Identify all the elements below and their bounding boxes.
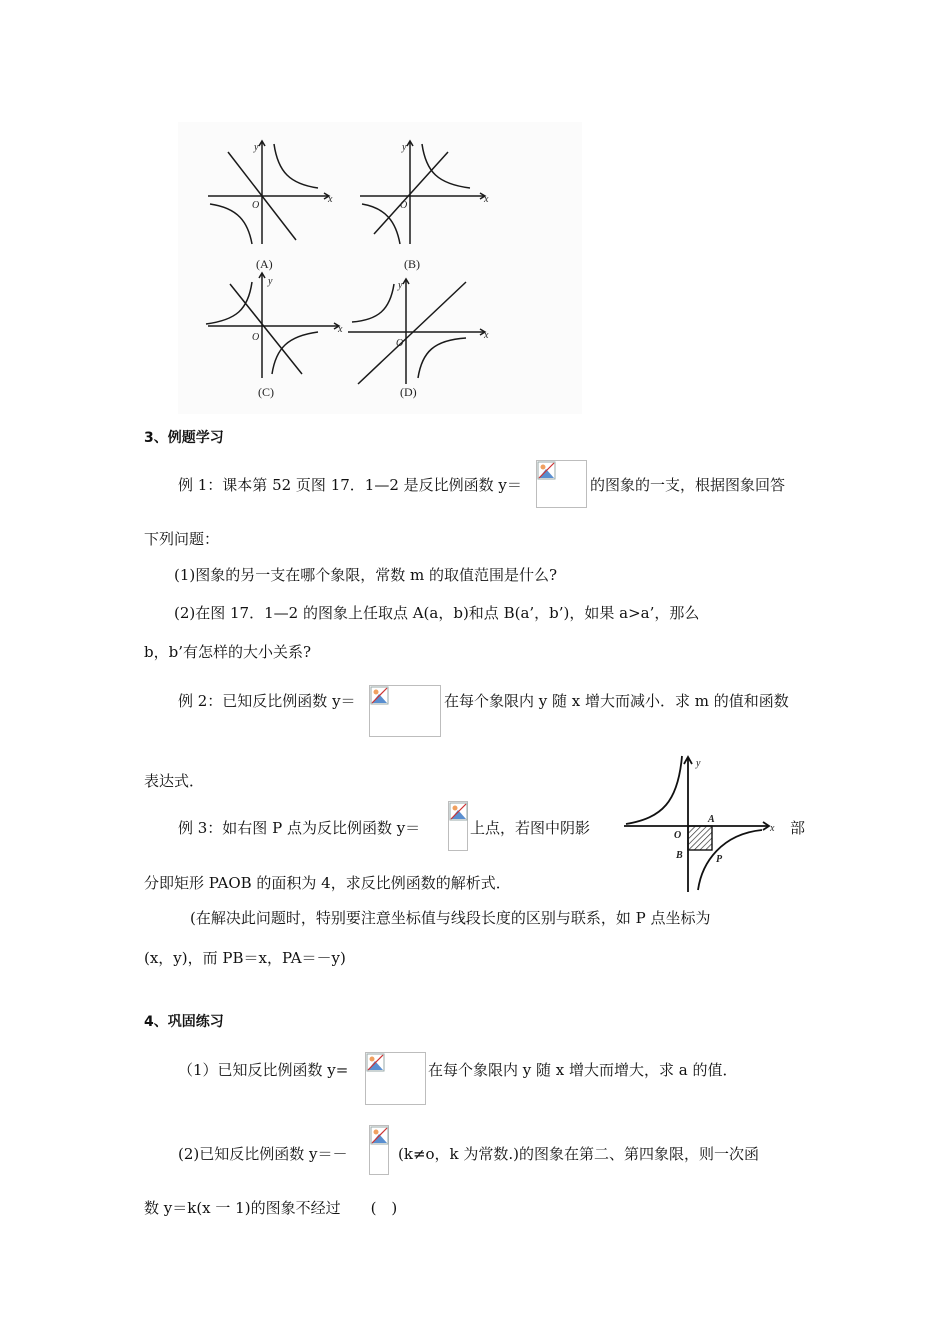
option-a-graph (208, 141, 329, 244)
p1-formula-image-placeholder (365, 1052, 426, 1105)
p1-prefix: （1）已知反比例函数 y= (178, 1061, 349, 1079)
broken-image-icon (370, 686, 390, 706)
ex3-axis-y-label: y (696, 758, 701, 769)
graph-options-figure (178, 122, 582, 414)
broken-image-icon (370, 1126, 390, 1146)
ex3-origin-label: O (674, 830, 682, 841)
axis-y-label-d: y (398, 280, 403, 291)
axis-y-label-c: y (268, 276, 273, 287)
ex2-line2: 表达式． (144, 772, 205, 790)
origin-label-b: O (400, 200, 408, 211)
p2-prefix: (2)已知反比例函数 y＝－ (178, 1145, 348, 1163)
ex1-suffix: 的图象的一支，根据图象回答 (590, 476, 786, 494)
broken-image-icon (449, 802, 469, 822)
option-b-graph (360, 141, 485, 244)
graph-options-svg (178, 122, 582, 414)
note-line1: (在解决此问题时，特别要注意坐标值与线段长度的区别与联系，如 P 点坐标为 (190, 909, 711, 927)
question-2-line1: (2)在图 17．1—2 的图象上任取点 A(a，b)和点 B(a’，b’)，如果 a>a’，那么 (174, 604, 700, 622)
ex2-prefix: 例 2：已知反比例函数 y＝ (178, 692, 356, 710)
ex3-point-b-label: B (676, 850, 683, 861)
ex2-formula-image-placeholder (369, 685, 441, 737)
ex3-prefix: 例 3：如右图 P 点为反比例函数 y＝ (178, 819, 421, 837)
axis-x-label-a: x (328, 194, 333, 205)
axis-x-label-b: x (484, 194, 489, 205)
p2-formula-image-placeholder (369, 1125, 389, 1175)
option-d-label: (D) (400, 385, 417, 399)
ex1-prefix: 例 1：课本第 52 页图 17．1—2 是反比例函数 y＝ (178, 476, 522, 494)
ex3-end: 部 (790, 819, 806, 837)
option-c-label: (C) (258, 385, 274, 399)
axis-y-label-b: y (402, 142, 407, 153)
axis-y-label-a: y (254, 142, 259, 153)
axis-x-label-d: x (484, 330, 489, 341)
p1-suffix: 在每个象限内 y 随 x 增大而增大，求 a 的值． (428, 1061, 738, 1079)
section3-heading: 3、例题学习 (144, 430, 224, 446)
origin-label-c: O (252, 332, 260, 343)
ex2-suffix: 在每个象限内 y 随 x 增大而减小．求 m 的值和函数 (444, 692, 789, 710)
option-c-graph (206, 273, 339, 378)
option-d-graph (348, 279, 485, 384)
ex3-axis-x-label: x (770, 823, 775, 834)
question-2-line2: b，b’有怎样的大小关系? (144, 643, 312, 661)
p2-suffix: (k≠o，k 为常数.)的图象在第二、第四象限，则一次函 (398, 1145, 760, 1163)
ex3-mid: 上点，若图中阴影 (470, 819, 591, 837)
option-a-label: (A) (256, 257, 273, 271)
ex3-formula-image-placeholder (448, 801, 468, 851)
origin-label-d: O (396, 338, 404, 349)
question-1: (1)图象的另一支在哪个象限，常数 m 的取值范围是什么? (174, 566, 558, 584)
broken-image-icon (537, 461, 557, 481)
axis-x-label-c: x (338, 324, 343, 335)
ex1-line2: 下列问题： (144, 530, 220, 548)
ex1-formula-image-placeholder (536, 460, 587, 508)
origin-label-a: O (252, 200, 260, 211)
ex3-hyperbola-figure (622, 752, 782, 894)
broken-image-icon (366, 1053, 386, 1073)
option-b-label: (B) (404, 257, 420, 271)
ex3-line2: 分即矩形 PAOB 的面积为 4，求反比例函数的解析式． (144, 874, 511, 892)
ex3-point-a-label: A (708, 814, 715, 825)
p2-line2: 数 y＝k(x 一 1)的图象不经过 ( ) (144, 1199, 398, 1217)
section4-heading: 4、巩固练习 (144, 1014, 224, 1030)
note-line2: (x，y)，而 PB＝x，PA＝－y) (144, 949, 346, 967)
ex3-point-p-label: P (716, 854, 723, 865)
